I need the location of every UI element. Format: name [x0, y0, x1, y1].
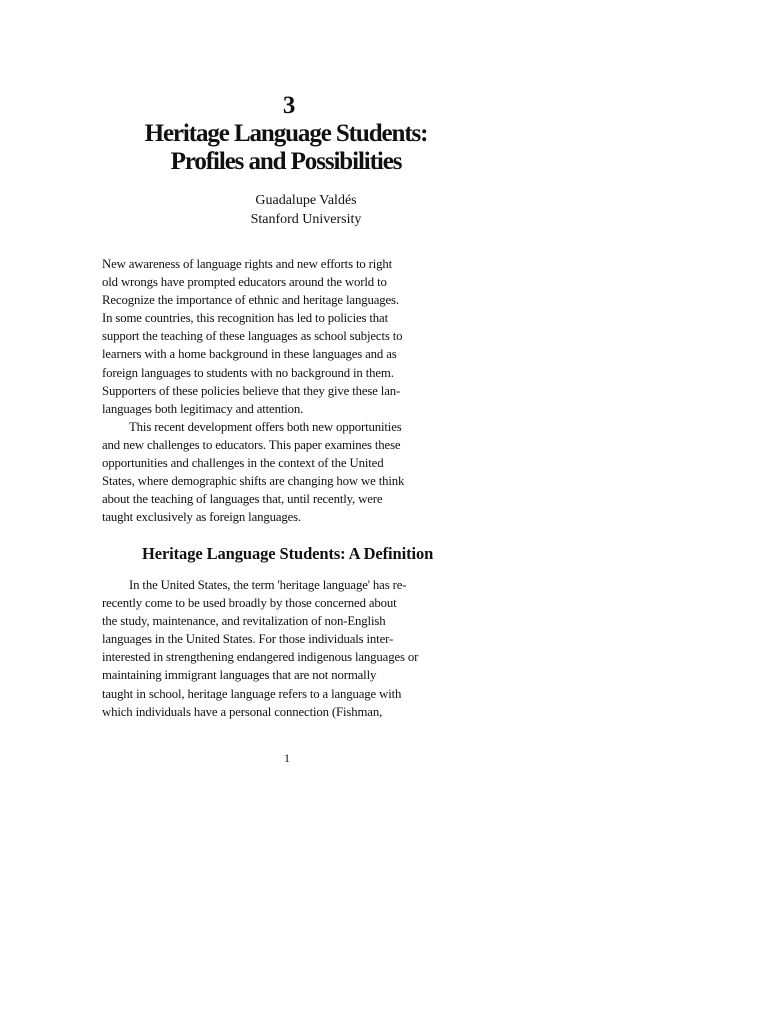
paragraph-line: opportunities and challenges in the context of the United: [102, 456, 384, 471]
paragraph-line: New awareness of language rights and new efforts to right: [102, 257, 393, 271]
chapter-title-line: Heritage Language Students:: [144, 120, 428, 147]
paragraph-line: States, where demographic shifts are changing how we think: [102, 474, 405, 489]
chapter-number: 3: [282, 92, 296, 119]
paragraph-line: recently come to be used broadly by those concerned about: [102, 596, 397, 611]
paragraph-line: maintaining immigrant languages that are not normally: [102, 668, 377, 683]
page-number: 1: [284, 751, 290, 765]
paragraph-line: taught exclusively as foreign languages.: [102, 510, 302, 525]
author-name: Guadalupe Valdés: [255, 193, 357, 208]
paragraph-line: Recognize the importance of ethnic and heritage languages.: [102, 293, 399, 308]
paragraph-line: which individuals have a personal connection (Fishman,: [102, 704, 383, 719]
paragraph-line: Supporters of these policies believe that they give these lan-: [102, 383, 401, 398]
section-heading: Heritage Language Students: A Definition: [142, 544, 434, 563]
paragraph-line: about the teaching of languages that, until recently, were: [102, 492, 383, 507]
paragraph-line: In some countries, this recognition has led to policies that: [102, 311, 388, 326]
paragraph-line: learners with a home background in these languages and as: [102, 347, 397, 362]
author-affiliation: Stanford University: [250, 212, 362, 227]
chapter-title: [0, 120, 572, 176]
paragraph-line: In the United States, the term 'heritage language' has re-: [129, 578, 407, 592]
paragraph-line: old wrongs have prompted educators around the world to: [102, 275, 387, 290]
paragraph-line: foreign languages to students with no background in them.: [102, 365, 394, 380]
paragraph-line: languages in the United States. For those individuals inter-: [102, 632, 394, 647]
paragraph-line: taught in school, heritage language refers to a language with: [102, 686, 402, 701]
paragraph-line: This recent development offers both new opportunities: [129, 419, 402, 434]
author-block: [0, 191, 612, 229]
chapter-title-line: Profiles and Possibilities: [170, 148, 402, 175]
paragraph-line: the study, maintenance, and revitalization of non-English: [102, 614, 386, 629]
intro-text: [102, 255, 442, 526]
paragraph-line: support the teaching of these languages as school subjects to: [102, 329, 403, 344]
paragraph-line: interested in strengthening endangered indigenous languages or: [102, 650, 419, 665]
paragraph-line: and new challenges to educators. This paper examines these: [102, 437, 401, 452]
paragraph-line: languages both legitimacy and attention.: [102, 401, 304, 416]
definition-text: [102, 576, 442, 721]
